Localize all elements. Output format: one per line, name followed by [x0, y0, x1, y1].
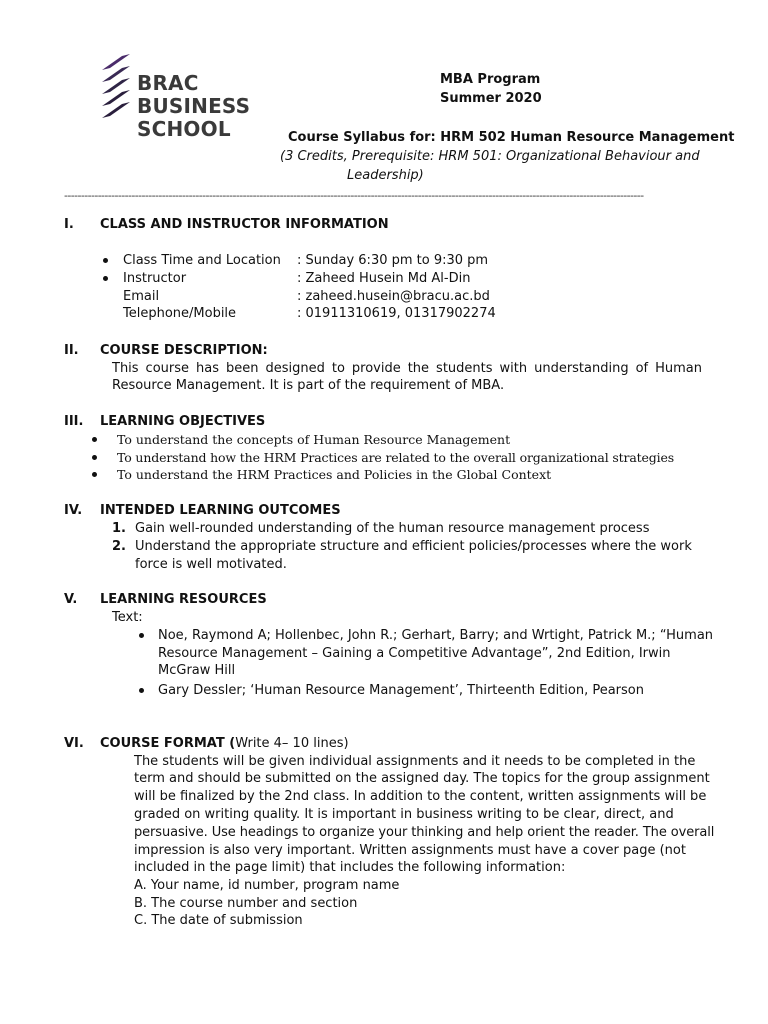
course-format-line: The students will be given individual assignments and it needs to be completed in the	[134, 754, 696, 769]
outcome-item-continued: force is well motivated.	[135, 557, 287, 572]
section-title-learning-objectives: LEARNING OBJECTIVES	[100, 414, 266, 429]
section-numeral: I.	[64, 217, 74, 232]
brac-logo-stripes-icon	[100, 54, 134, 118]
program-term: Summer 2020	[440, 91, 542, 106]
info-label-email: Email	[123, 289, 160, 304]
resource-item-continued: Resource Management – Gaining a Competitive Advantage”, 2nd Edition, Irwin	[158, 646, 671, 661]
resource-item-continued: McGraw Hill	[158, 663, 236, 678]
course-title: Course Syllabus for: HRM 502 Human Resource Management	[288, 130, 735, 145]
bullet-icon	[139, 688, 144, 693]
info-value-instructor: : Zaheed Husein Md Al-Din	[297, 271, 471, 286]
course-subtitle-line1: (3 Credits, Prerequisite: HRM 501: Organizational Behaviour and	[280, 149, 700, 164]
outcome-item: Understand the appropriate structure and efficient policies/processes where the work	[135, 539, 692, 554]
outcome-item: Gain well-rounded understanding of the human resource management process	[135, 521, 650, 536]
bullet-icon	[139, 633, 144, 638]
bullet-icon	[103, 276, 108, 281]
course-format-line: B. The course number and section	[134, 896, 358, 911]
section-numeral: VI.	[64, 736, 84, 751]
bullet-icon	[103, 258, 108, 263]
info-label-telephone: Telephone/Mobile	[123, 306, 237, 321]
course-format-line: persuasive. Use headings to organize your thinking and help orient the reader. The overall	[134, 825, 715, 840]
section-numeral: V.	[64, 592, 78, 607]
info-label-instructor: Instructor	[123, 271, 187, 286]
course-format-line: included in the page limit) that includes the following information:	[134, 860, 566, 875]
course-format-line: graded on writing quality. It is important in business writing to be clear, direct, and	[134, 807, 674, 822]
info-label-class-time: Class Time and Location	[123, 253, 281, 268]
logo-text-brac: BRAC	[137, 71, 199, 95]
section-title-course-description: COURSE DESCRIPTION:	[100, 343, 268, 358]
bullet-icon	[92, 472, 97, 477]
course-format-line: will be finalized by the 2nd class. In addition to the content, written assignments will be	[134, 789, 707, 804]
info-value-telephone: : 01911310619, 01317902274	[297, 306, 496, 321]
section-title-learning-resources: LEARNING RESOURCES	[100, 592, 267, 607]
info-value-email: : zaheed.husein@bracu.ac.bd	[297, 289, 490, 304]
resources-text-label: Text:	[112, 610, 143, 625]
section-title-learning-outcomes: INTENDED LEARNING OUTCOMES	[100, 503, 341, 518]
header-separator: ----------------------------------------------------------------------------------------------------------------------------------------------------------------------------	[64, 190, 644, 202]
resource-item: Gary Dessler; ‘Human Resource Management’, Thirteenth Edition, Pearson	[158, 683, 644, 698]
course-format-line: A. Your name, id number, program name	[134, 878, 400, 893]
course-description-line2: Resource Management. It is part of the requirement of MBA.	[112, 378, 505, 393]
course-subtitle-line2: Leadership)	[347, 168, 424, 183]
objective-item: To understand the concepts of Human Resource Management	[117, 432, 511, 447]
section-title-class-info: CLASS AND INSTRUCTOR INFORMATION	[100, 217, 389, 232]
objective-item: To understand how the HRM Practices are related to the overall organizational strategies	[117, 450, 675, 465]
resource-item: Noe, Raymond A; Hollenbec, John R.; Gerhart, Barry; and Wrtight, Patrick M.; “Human	[158, 628, 714, 643]
course-format-title: COURSE FORMAT (	[100, 736, 236, 751]
course-format-line: C. The date of submission	[134, 913, 303, 928]
info-value-class-time: : Sunday 6:30 pm to 9:30 pm	[297, 253, 489, 268]
logo-text-school: SCHOOL	[137, 117, 231, 141]
logo-text-business: BUSINESS	[137, 94, 251, 118]
section-numeral: II.	[64, 343, 79, 358]
course-format-line: term and should be submitted on the assigned day. The topics for the group assignment	[134, 771, 710, 786]
objective-item: To understand the HRM Practices and Policies in the Global Context	[117, 467, 552, 482]
outcome-number: 2.	[112, 539, 126, 554]
section-numeral: III.	[64, 414, 84, 429]
program-name: MBA Program	[440, 72, 541, 87]
course-format-line: impression is also very important. Written assignments must have a cover page (not	[134, 843, 686, 858]
course-description-line1: This course has been designed to provide the students with understanding of Human	[112, 361, 702, 376]
section-title-course-format	[100, 735, 349, 753]
course-format-note: Write 4– 10 lines)	[235, 736, 349, 751]
bullet-icon	[92, 455, 97, 460]
bullet-icon	[92, 437, 97, 442]
outcome-number: 1.	[112, 521, 126, 536]
section-numeral: IV.	[64, 503, 83, 518]
